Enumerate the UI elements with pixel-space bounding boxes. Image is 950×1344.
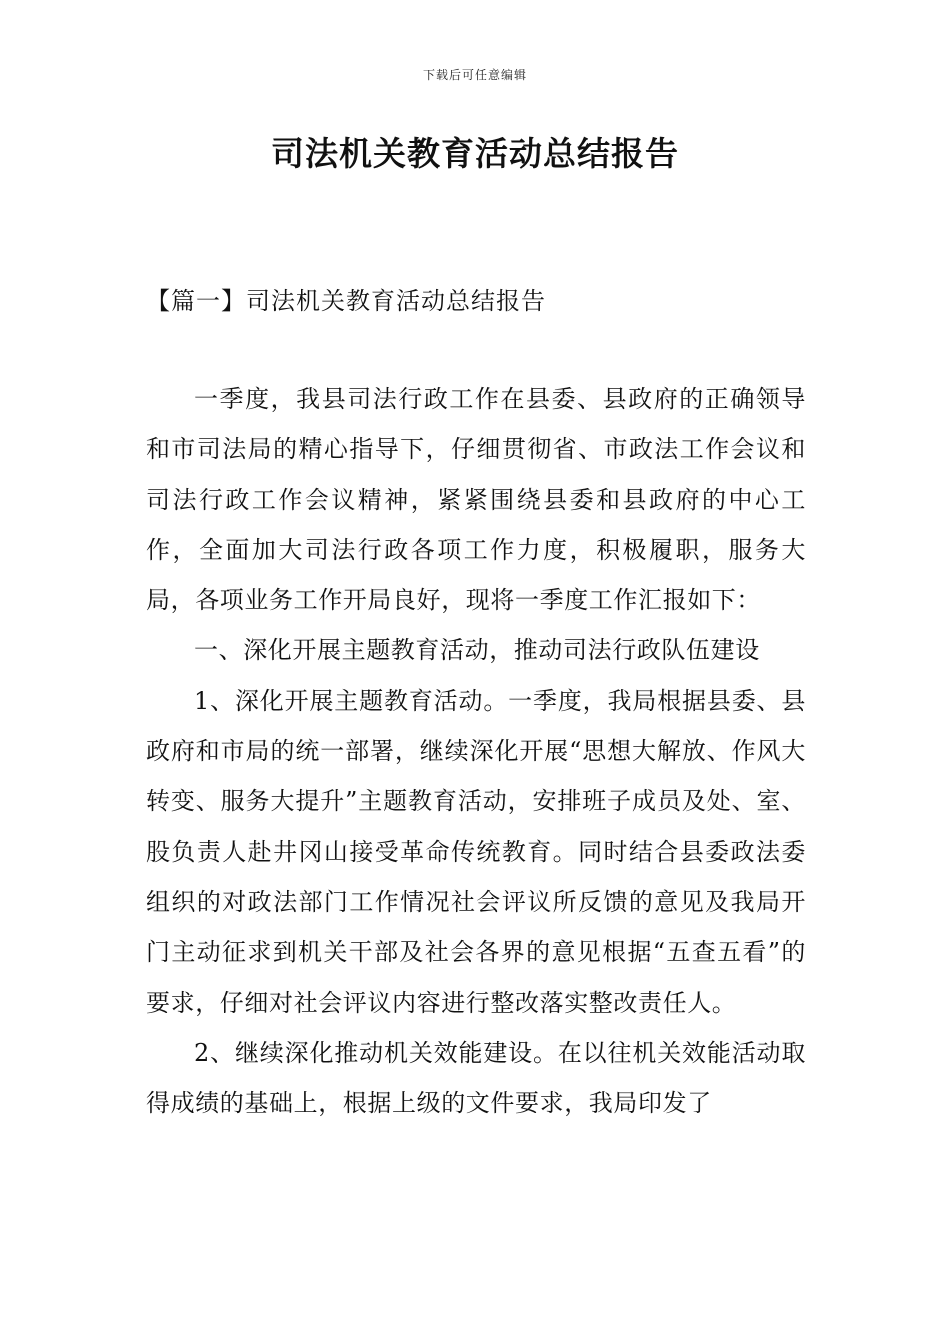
section-heading: 【篇一】司法机关教育活动总结报告 [146, 287, 546, 315]
paragraph-intro: 一季度，我县司法行政工作在县委、县政府的正确领导和市司法局的精心指导下，仔细贯彻省、市政法工作会议和司法行政工作会议精神，紧紧围绕县委和县政府的中心工作，全面加大司法行政各项工作力度，积极履职，服务大局，各项业务工作开局良好，现将一季度工作汇报如下： [146, 385, 806, 615]
paragraph-item-1: 1、深化开展主题教育活动。一季度，我局根据县委、县政府和市局的统一部署，继续深化开展“思想大解放、作风大转变、服务大提升”主题教育活动，安排班子成员及处、室、股负责人赴井冈山接受革命传统教育。同时结合县委政法委组织的对政法部门工作情况社会评议所反馈的意见及我局开门主动征求到机关干部及社会各界的意见根据“五查五看”的要求，仔细对社会评议内容进行整改落实整改责任人。 [146, 686, 806, 1017]
document-body [146, 374, 806, 1128]
paragraph-subheading-1: 一、深化开展主题教育活动，推动司法行政队伍建设 [194, 636, 760, 665]
paragraph-item-2: 2、继续深化推动机关效能建设。在以往机关效能活动取得成绩的基础上，根据上级的文件要求，我局印发了 [146, 1038, 806, 1118]
header-note: 下载后可任意编辑 [422, 68, 527, 82]
document-title: 司法机关教育活动总结报告 [271, 134, 679, 173]
